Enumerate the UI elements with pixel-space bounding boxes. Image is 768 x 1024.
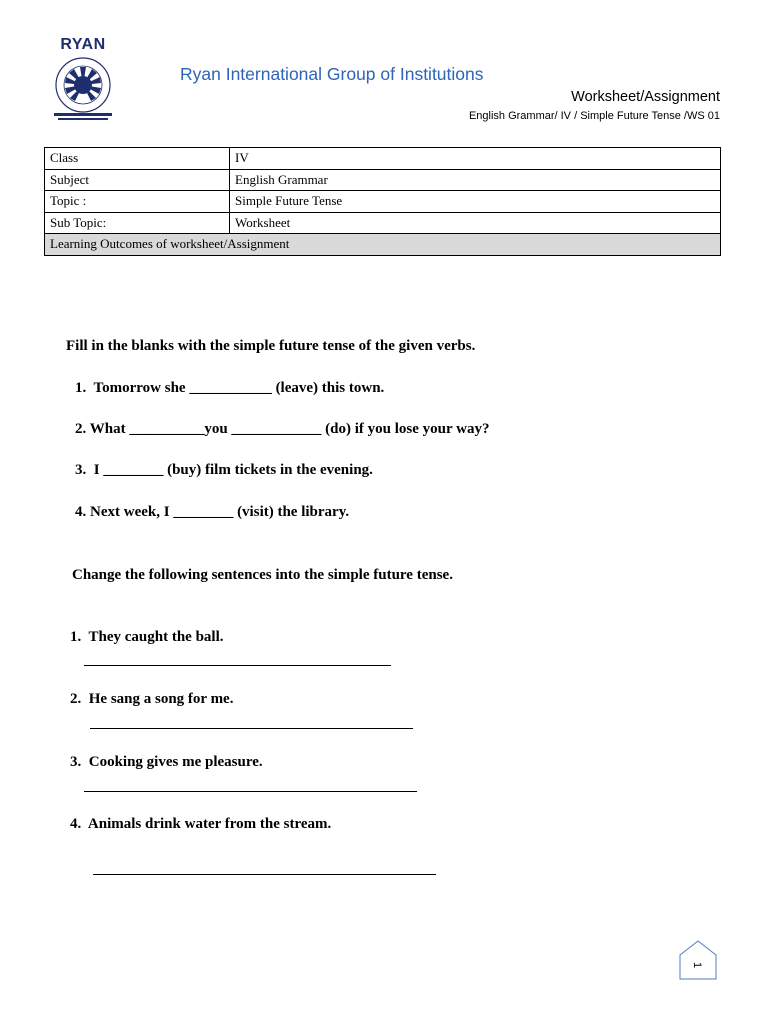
organization-title: Ryan International Group of Institutions [180,64,484,84]
rewrite-item-2: 2. He sang a song for me. [70,691,234,707]
answer-line [84,791,417,792]
answer-line [93,874,436,875]
fill-blank-item-4: 4. Next week, I ________ (visit) the library. [75,504,350,520]
info-value: IV [230,148,721,170]
info-label: Topic : [45,191,230,213]
info-row-class [45,148,721,170]
answer-line [90,728,413,729]
info-row-subject [45,169,721,191]
logo-emblem-icon [52,55,114,121]
info-value: English Grammar [230,169,721,191]
fill-blank-item-1: 1. Tomorrow she ___________ (leave) this town. [75,380,385,396]
section2-instruction: Change the following sentences into the simple future tense. [72,567,453,583]
document-reference: English Grammar/ IV / Simple Future Tense /WS 01 [468,110,720,122]
rewrite-item-4: 4. Animals drink water from the stream. [70,816,332,832]
info-label: Class [45,148,230,170]
rewrite-item-3: 3. Cooking gives me pleasure. [70,754,263,770]
school-logo [48,36,118,122]
worksheet-info-table [44,147,721,256]
info-row-topic [45,191,721,213]
info-row-subtopic [45,212,721,234]
logo-wordmark: RYAN [60,36,106,53]
info-value: Worksheet [230,212,721,234]
learning-outcomes-label: Learning Outcomes of worksheet/Assignment [45,234,721,256]
info-label: Subject [45,169,230,191]
fill-blank-item-2: 2. What __________you ____________ (do) if you lose your way? [75,421,490,437]
answer-line [84,665,391,666]
section1-instruction: Fill in the blanks with the simple future tense of the given verbs. [66,338,476,354]
info-row-learning-outcomes [45,234,721,256]
rewrite-item-1: 1. They caught the ball. [70,629,224,645]
page-number: 1 [691,961,703,969]
info-value: Simple Future Tense [230,191,721,213]
fill-blank-item-3: 3. I ________ (buy) film tickets in the evening. [75,462,373,478]
document-type: Worksheet/Assignment [571,89,720,105]
page-number-badge [676,939,720,983]
info-label: Sub Topic: [45,212,230,234]
